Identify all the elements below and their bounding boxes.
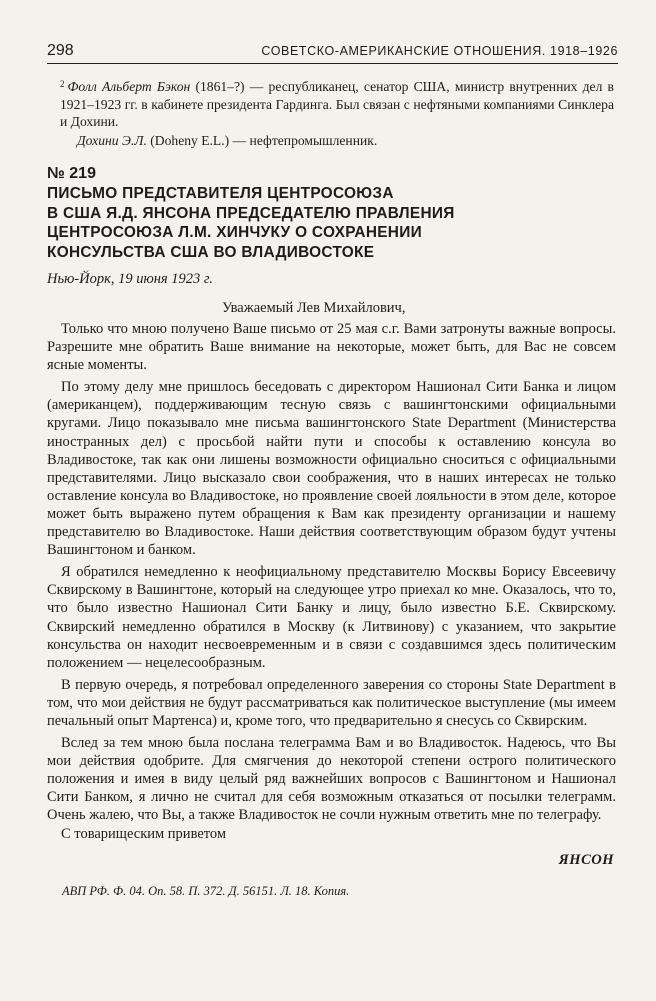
footnotes: [60, 76, 614, 150]
dateline: Нью-Йорк, 19 июня 1923 г.: [47, 271, 213, 287]
archive-reference: АВП РФ. Ф. 04. Оп. 58. П. 372. Д. 56151. Л. 18. Копия.: [62, 884, 350, 898]
footnote-text: (1861–?) — республиканец, сенатор США, министр внутренних дел в 1921–1923 гг. в кабинете президента Гардинга. Был связан с нефтяными компаниями Синклера и Дохини.: [60, 79, 614, 129]
footnote-fall: [60, 76, 614, 131]
closing: С товарищеским приветом: [61, 826, 227, 842]
paragraph: По этому делу мне пришлось беседовать с директором Нашионал Сити Банка и лицом (американцем), поддерживающим тесную связь с вашингтонскими официальными кругами. Лицо показывало мне письма вашингтонского State Department (Министерства иностранных дел) с просьбой найти пути и способы к оставлению консула во Владивостоке, так как они лишены возможности официально сноситься с официальными представителями. Лицо высказало свои соображения, что в наших интересах не только оставление консула во Владивостоке, но проявление своей лояльности в этом деле, которое может быть выражено путем обращения к Вам как президенту организации и нашему представителю во Владивостоке. Наши действия соответствующим образом будут учтены Вашингтоном и банком.: [47, 379, 616, 559]
letter-body: [47, 320, 616, 829]
title-line: ПИСЬМО ПРЕДСТАВИТЕЛЯ ЦЕНТРОСОЮЗА: [47, 185, 394, 202]
title-line: ЦЕНТРОСОЮЗА Л.М. ХИНЧУКУ О СОХРАНЕНИИ: [47, 224, 422, 241]
salutation: Уважаемый Лев Михайлович,: [222, 300, 406, 316]
footnote-name: Фолл Альберт Бэкон: [67, 79, 191, 94]
title-line: В США Я.Д. ЯНСОНА ПРЕДСЕДАТЕЛЮ ПРАВЛЕНИЯ: [47, 204, 455, 222]
running-title: СОВЕТСКО-АМЕРИКАНСКИЕ ОТНОШЕНИЯ. 1918–1926: [261, 44, 618, 58]
paragraph: Вслед за тем мною была послана телеграмма Вам и во Владивосток. Надеюсь, что Вы мои действия одобрите. Для смягчения до некоторой степени острого политического положения и имея в виду целый ряд важнейших вопросов с Вашингтоном и Нашионал Сити Банком, я лично не считал для себя возможным отказаться от посылки телеграмм. Очень жалею, что Вы, а также Владивосток не сочли нужным ответить мне по телеграфу.: [47, 735, 616, 824]
footnote-text: (Doheny E.L.) — нефтепромышленник.: [146, 132, 378, 148]
paragraph: Только что мною получено Ваше письмо от 25 мая с.г. Вами затронуты важные вопросы. Разрешите мне обратить Ваше внимание на некоторые, может быть, для Вас не совсем ясные моменты.: [47, 321, 616, 374]
running-header: [47, 42, 618, 64]
footnote-name: Дохини Э.Л.: [77, 132, 147, 148]
footnote-doheny: [60, 132, 614, 150]
signature: ЯНСОН: [558, 852, 614, 868]
paragraph: В первую очередь, я потребовал определенного заверения со стороны State Department в том, что мои действия не будут рассматриваться как политическое выступление (мы имеем печальный опыт Мартенса) и, кроме того, что предварительно я снесусь со Сквирским.: [47, 676, 616, 729]
page-number: 298: [47, 42, 74, 59]
footnote-marker: 2: [60, 79, 65, 89]
paragraph: Я обратился немедленно к неофициальному представителю Москвы Борису Евсеевичу Сквирскому в Вашингтоне, который на следующее утро приехал ко мне. Оказалось, что то, что было известно Нашионал Сити Банку и лицу, было известно Б.Е. Сквирскому. Сквирский немедленно обратился в Москву (к Литвинову) с указанием, что закрытие консульства он находит несвоевременным и в связи с создавшимся здесь политическим положением — нецелесообразным.: [47, 564, 616, 671]
document-title: [47, 184, 616, 262]
title-line: КОНСУЛЬСТВА США ВО ВЛАДИВОСТОКЕ: [47, 243, 375, 261]
document-number: № 219: [47, 165, 96, 182]
